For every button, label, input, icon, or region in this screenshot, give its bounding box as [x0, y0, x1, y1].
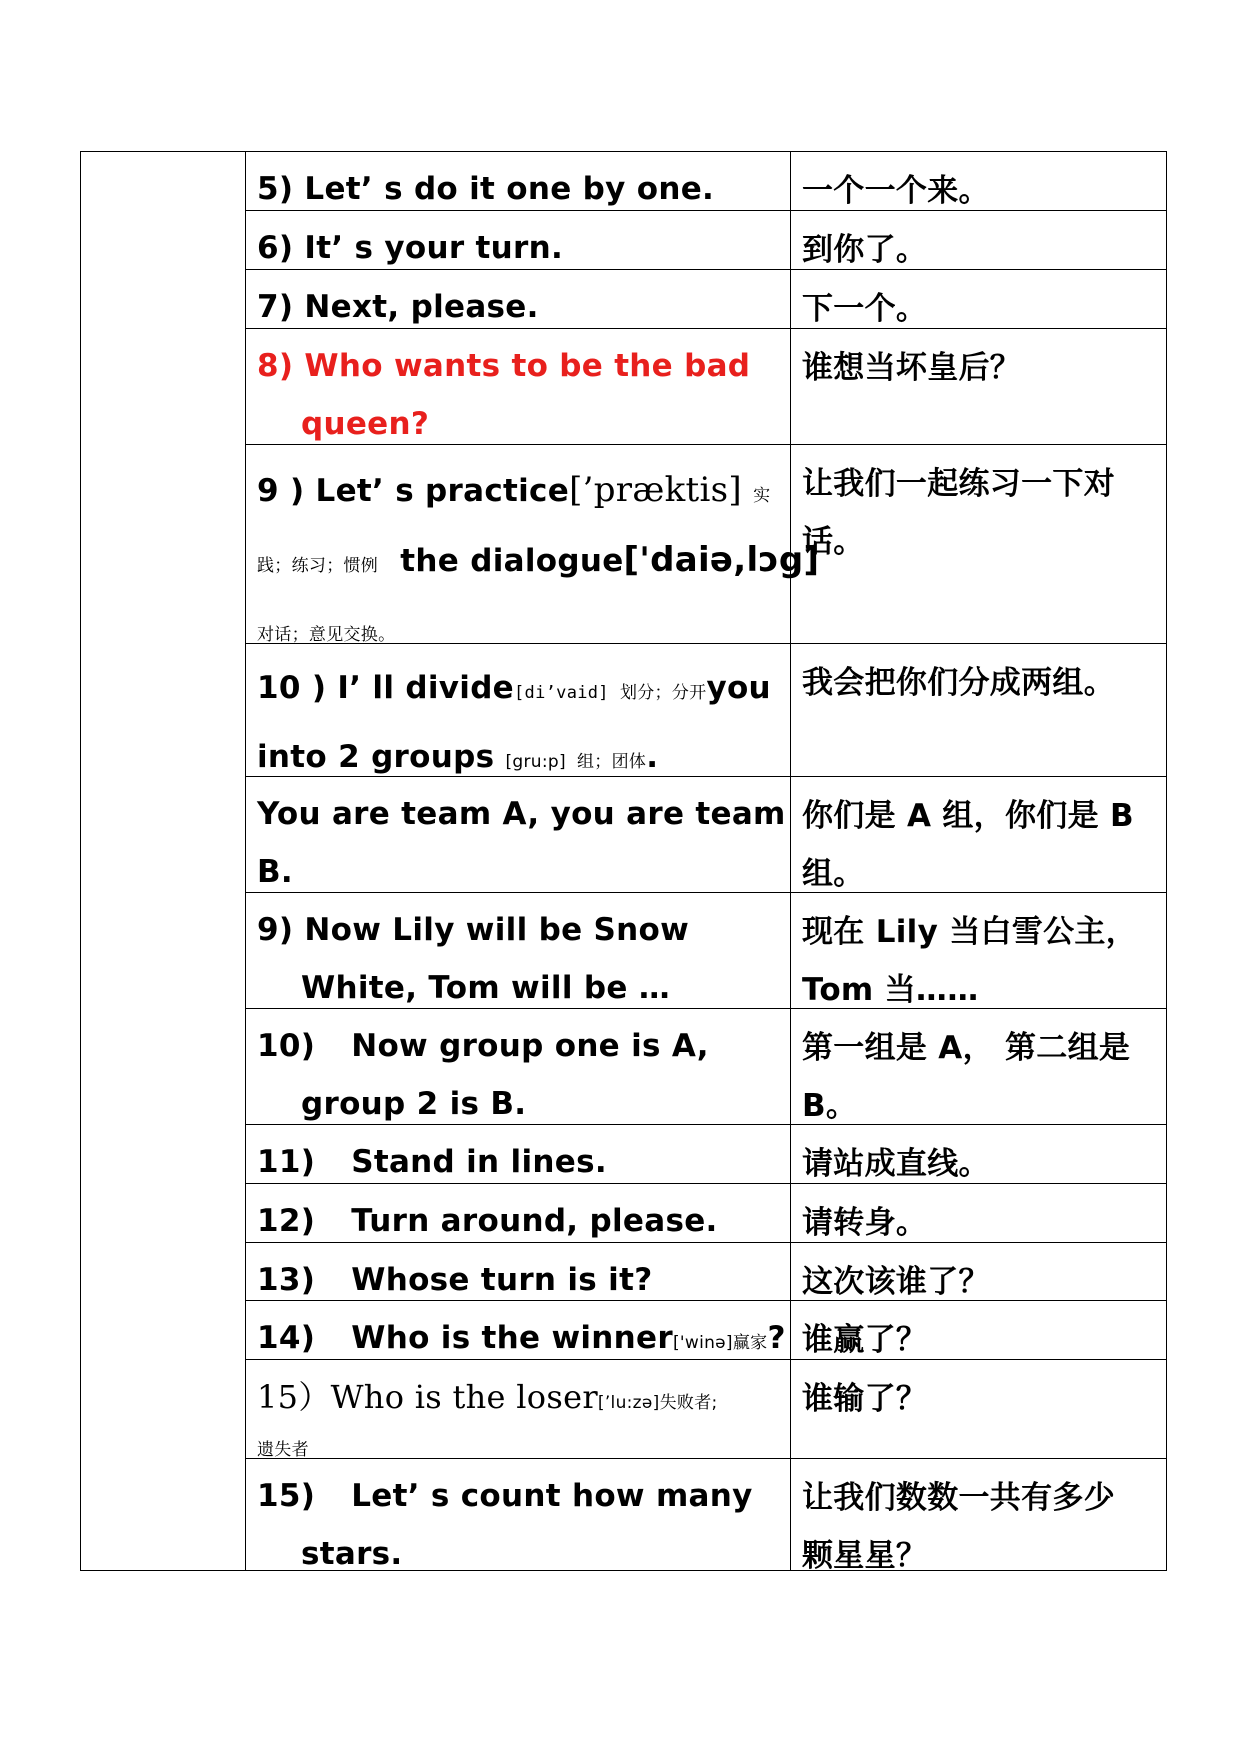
- english-cell: [245, 1301, 790, 1359]
- chinese-cell: [790, 1360, 1166, 1458]
- table-row: [245, 1243, 1166, 1301]
- english-text: You are team A, you are team: [257, 796, 786, 832]
- chinese-text: 请转身。: [802, 1205, 928, 1241]
- table-row: [245, 893, 1166, 1009]
- chinese-text: 让我们数数一共有多少: [802, 1480, 1115, 1516]
- chinese-text: 你们是 A 组，你们是 B: [802, 798, 1134, 834]
- chinese-text: 颗星星？: [802, 1538, 928, 1574]
- english-text: stars.: [301, 1536, 403, 1572]
- english-text: Who is the winner: [351, 1320, 673, 1356]
- phonetic: [’præktis]: [569, 470, 742, 510]
- chinese-cell: [790, 1243, 1166, 1300]
- table-row: [245, 1125, 1166, 1184]
- chinese-cell: [790, 445, 1166, 643]
- english-text: ?: [767, 1320, 786, 1356]
- chinese-text: 谁赢了？: [802, 1322, 928, 1358]
- chinese-cell: [790, 270, 1166, 328]
- english-cell: [245, 152, 790, 210]
- gloss: 遗失者: [257, 1440, 309, 1460]
- item-number: 14): [257, 1320, 316, 1356]
- table-row: [245, 1009, 1166, 1125]
- english-text: .: [646, 739, 659, 775]
- chinese-text: 第一组是 A， 第二组是: [802, 1030, 1131, 1066]
- english-line: [257, 1192, 790, 1250]
- english-cell: [245, 1459, 790, 1572]
- english-cell: [245, 644, 790, 776]
- english-text: into 2 groups: [257, 739, 495, 775]
- chinese-text: B。: [802, 1088, 858, 1124]
- english-cell: [245, 1360, 790, 1458]
- english-cell: [245, 777, 790, 892]
- english-text: Whose turn is it?: [351, 1262, 653, 1298]
- table-row: [245, 1184, 1166, 1243]
- english-cell: [245, 211, 790, 269]
- english-cell: [245, 1009, 790, 1124]
- english-line: [257, 527, 820, 599]
- table-row: [245, 445, 1166, 644]
- english-cell: [245, 445, 820, 645]
- table-row: [245, 1301, 1166, 1360]
- table-row: [245, 644, 1166, 777]
- item-number: 13): [257, 1262, 316, 1298]
- item-number: 10): [257, 1028, 316, 1064]
- english-text-highlighted: queen?: [301, 406, 430, 442]
- english-text: Turn around, please.: [351, 1203, 718, 1239]
- english-cell: [245, 270, 790, 328]
- english-cell: [245, 1184, 790, 1242]
- english-text: Stand in lines.: [351, 1144, 607, 1180]
- english-text: you: [706, 670, 771, 706]
- chinese-text: 这次该谁了？: [802, 1264, 990, 1300]
- english-text: 9 ) Let’ s practice: [257, 473, 570, 509]
- english-text: 9) Now Lily will be Snow: [257, 912, 690, 948]
- gloss: 践；练习；惯例: [257, 556, 379, 576]
- english-text-highlighted: 8) Who wants to be the bad: [257, 348, 751, 384]
- table-row: [245, 777, 1166, 893]
- chinese-cell: [790, 644, 1166, 776]
- english-text: 7) Next, please.: [257, 289, 539, 325]
- phonetic: [di’vaid]: [514, 683, 609, 703]
- chinese-text: 组。: [802, 856, 865, 892]
- chinese-cell: [790, 893, 1166, 1008]
- phrase-table: [80, 151, 1167, 1574]
- item-number: 15): [257, 1478, 316, 1514]
- english-line: [257, 1467, 790, 1525]
- gloss: 组；团体: [577, 752, 647, 772]
- chinese-text: 我会把你们分成两组。: [802, 665, 1115, 701]
- chinese-text: 下一个。: [802, 291, 928, 327]
- table-row: [245, 329, 1166, 445]
- chinese-text: 话。: [802, 524, 865, 560]
- chinese-cell: [790, 1009, 1166, 1124]
- phonetic: ['daiə,lɔg]: [623, 540, 820, 580]
- english-cell: [245, 893, 790, 1008]
- chinese-cell: [790, 211, 1166, 269]
- english-text: 10 ) I’ ll divide: [257, 670, 515, 706]
- gloss: 实: [753, 486, 771, 506]
- english-text: B.: [257, 854, 294, 890]
- gloss: 对话；意见交换。: [257, 625, 396, 645]
- english-line: [257, 1133, 790, 1191]
- chinese-cell: [790, 1301, 1166, 1359]
- chinese-text: Tom 当……: [802, 972, 979, 1008]
- english-text: 6) It’ s your turn.: [257, 230, 564, 266]
- english-text: the dialogue: [400, 543, 624, 579]
- english-line: [257, 459, 790, 527]
- table-row: [245, 211, 1166, 270]
- english-line: [257, 656, 790, 725]
- gloss: [’lu:zə]失败者;: [597, 1393, 718, 1413]
- chinese-text: 现在 Lily 当白雪公主，: [802, 914, 1137, 950]
- chinese-cell: [790, 1125, 1166, 1183]
- english-text: 15）Who is the loser: [257, 1378, 598, 1416]
- table-row: [245, 1459, 1166, 1572]
- english-text: Now group one is A,: [351, 1028, 709, 1064]
- chinese-text: 一个一个来。: [802, 173, 990, 209]
- phonetic: [gru:p]: [505, 752, 566, 772]
- english-cell: [245, 1125, 790, 1183]
- chinese-cell: [790, 1184, 1166, 1242]
- chinese-cell: [790, 329, 1166, 444]
- english-text: Let’ s count how many: [351, 1478, 753, 1514]
- table-row: [245, 270, 1166, 329]
- english-text: 5) Let’ s do it one by one.: [257, 171, 715, 207]
- chinese-text: 到你了。: [802, 232, 928, 268]
- gloss: 划分；分开: [619, 683, 707, 703]
- chinese-text: 谁想当坏皇后？: [802, 350, 1022, 386]
- chinese-cell: [790, 152, 1166, 210]
- chinese-text: 请站成直线。: [802, 1146, 990, 1182]
- table-row: [245, 152, 1166, 211]
- item-number: 11): [257, 1144, 316, 1180]
- item-number: 12): [257, 1203, 316, 1239]
- english-cell: [245, 329, 790, 444]
- english-text: White, Tom will be …: [301, 970, 671, 1006]
- chinese-text: 让我们一起练习一下对: [802, 466, 1115, 502]
- english-cell: [245, 1243, 790, 1300]
- english-text: group 2 is B.: [301, 1086, 527, 1122]
- english-line: [257, 1017, 790, 1075]
- chinese-cell: [790, 1459, 1166, 1572]
- chinese-cell: [790, 777, 1166, 892]
- gloss: ['winə]赢家: [672, 1333, 768, 1353]
- table-row: [245, 1360, 1166, 1459]
- english-line: [257, 1368, 790, 1432]
- chinese-text: 谁输了？: [802, 1381, 928, 1417]
